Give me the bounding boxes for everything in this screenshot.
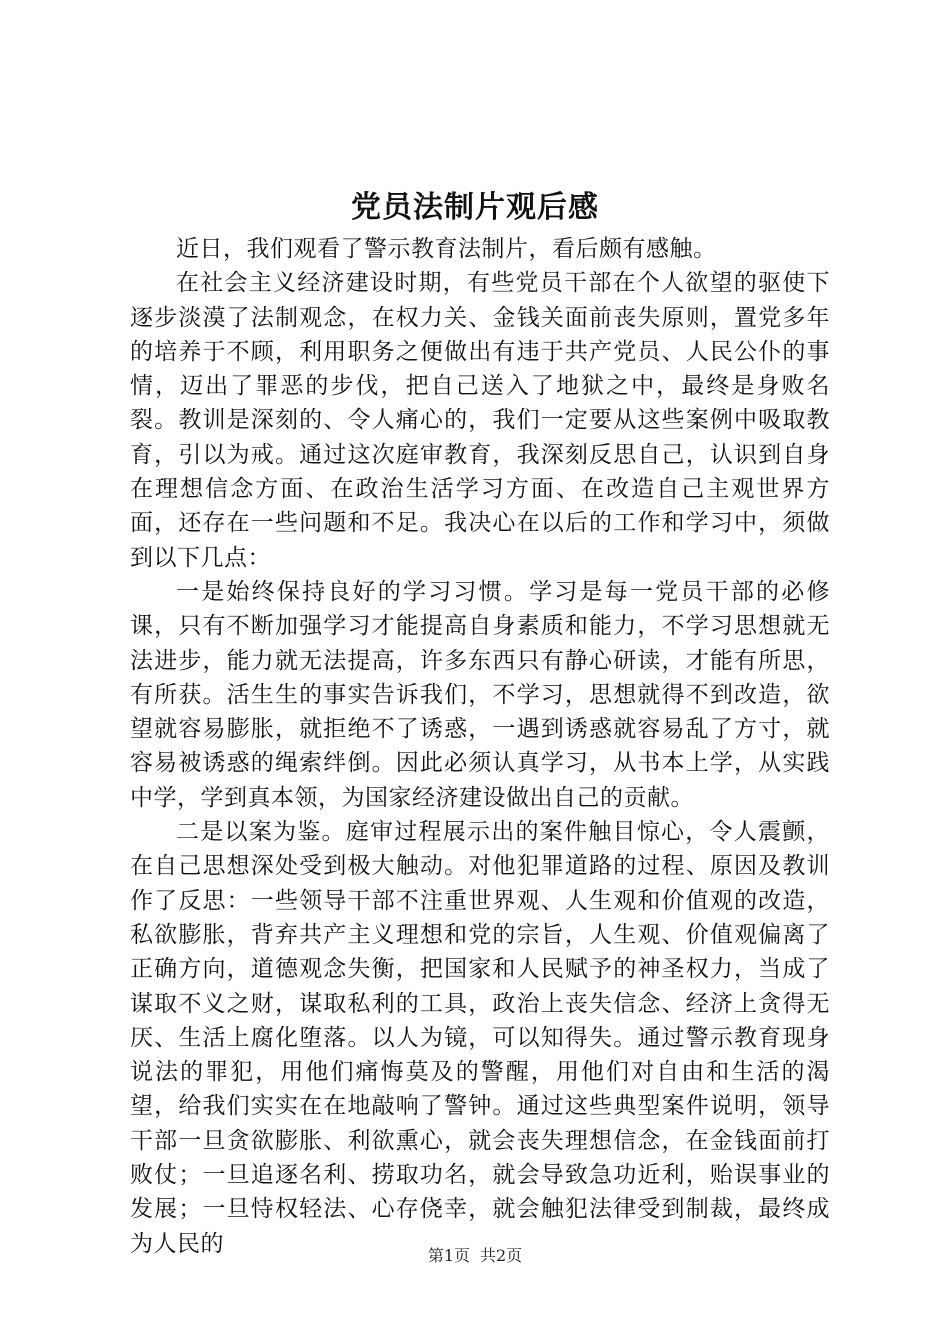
paragraph-intro: 近日，我们观看了警示教育法制片，看后颇有感触。	[176, 236, 717, 262]
paragraph-point-one: 一是始终保持良好的学习习惯。学习是每一党员干部的必修课，只有不断加强学习才能提高自身素质和能力，不学习思想就无法进步，能力就无法提高，许多东西只有静心研读，才能有所思，有所获。活生生的事实告诉我们，不学习，思想就得不到改造，欲望就容易膨胀，就拒绝不了诱惑，一遇到诱惑就容易乱了方寸，就容易被诱惑的绳索绊倒。因此必须认真学习，从书本上学，从实践中学，学到真本领，为国家经济建设做出自己的贡献。	[130, 578, 830, 811]
page-total: 共2页	[480, 1246, 523, 1265]
page-number: 第1页	[427, 1246, 470, 1265]
paragraph-background: 在社会主义经济建设时期，有些党员干部在个人欲望的驱使下逐步淡漠了法制观念，在权力关、金钱关面前丧失原则，置党多年的培养于不顾，利用职务之便做出有违于共产党员、人民公仆的事情，迈出了罪恶的步伐，把自己送入了地狱之中，最终是身败名裂。教训是深刻的、令人痛心的，我们一定要从这些案例中吸取教育，引以为戒。通过这次庭审教育，我深刻反思自己，认识到自身在理想信念方面、在政治生活学习方面、在改造自己主观世界方面，还存在一些问题和不足。我决心在以后的工作和学习中，须做到以下几点：	[130, 270, 830, 571]
document-title: 党员法制片观后感	[351, 190, 599, 225]
paragraph-point-two: 二是以案为鉴。庭审过程展示出的案件触目惊心，令人震颤，在自己思想深处受到极大触动。对他犯罪道路的过程、原因及教训作了反思：一些领导干部不注重世界观、人生观和价值观的改造，私欲膨胀，背弃共产主义理想和党的宗旨，人生观、价值观偏离了正确方向，道德观念失衡，把国家和人民赋予的神圣权力，当成了谋取不义之财，谋取私利的工具，政治上丧失信念、经济上贪得无厌、生活上腐化堕落。以人为镜，可以知得失。通过警示教育现身说法的罪犯，用他们痛悔莫及的警醒，用他们对自由和生活的渴望，给我们实实在在地敲响了警钟。通过这些典型案件说明，领导干部一旦贪欲膨胀、利欲熏心，就会丧失理想信念，在金钱面前打败仗；一旦追逐名利、捞取功名，就会导致急功近利，贻误事业的发展；一旦恃权轻法、心存侥幸，就会触犯法律受到制裁，最终成为人民的	[130, 819, 830, 1257]
page-footer	[0, 1244, 950, 1268]
document-body	[130, 232, 830, 1261]
